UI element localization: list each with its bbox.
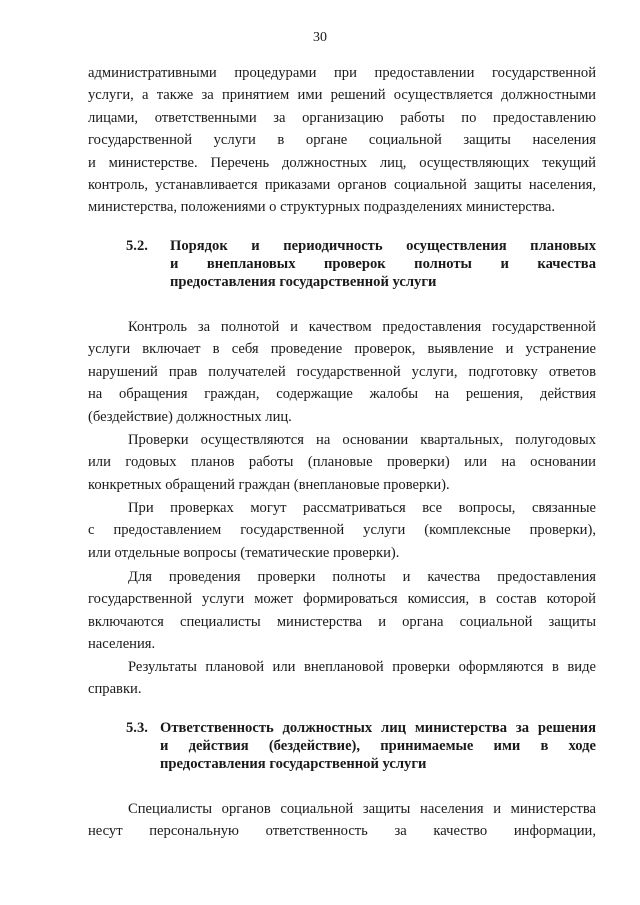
text-line: на обращения граждан, содержащие жалобы на решения, действия — [88, 386, 596, 403]
text-line: и министерстве. Перечень должностных лиц, осуществляющих текущий — [88, 154, 596, 171]
text-line: лицами, ответственными за организацию работы по предоставлению — [88, 109, 596, 126]
heading-line: и действия (бездействие), принимаемые ими в ходе — [160, 737, 596, 754]
text-line: Контроль за полнотой и качеством предоставления государственной — [128, 319, 596, 335]
text-line: Проверки осуществляются на основании квартальных, полугодовых — [128, 432, 596, 448]
text-line: с предоставлением государственной услуги (комплексные проверки), — [88, 522, 596, 539]
text-line: министерства, положениями о структурных подразделениях министерства. — [88, 199, 556, 216]
text-line: контроль, устанавливается приказами органов социальной защиты населения, — [88, 177, 596, 194]
text-line: или годовых планов работы (плановые проверки) или на основании — [88, 454, 596, 471]
section-heading-5-2 — [88, 238, 596, 294]
text-line: или отдельные вопросы (тематические проверки). — [88, 544, 400, 561]
text-line: административными процедурами при предоставлении государственной — [88, 65, 596, 81]
heading-line: предоставления государственной услуги — [160, 755, 427, 772]
paragraph-2 — [88, 429, 596, 496]
heading-line: Порядок и периодичность осуществления плановых — [170, 238, 596, 254]
section-number: 5.3. — [126, 720, 148, 736]
text-line: несут персональную ответственность за качество информации, — [88, 823, 596, 840]
section-heading-5-3 — [88, 720, 596, 776]
text-line: услуги, а также за принятием ими решений осуществляется должностными — [88, 87, 596, 104]
heading-line: и внеплановых проверок полноты и качества — [170, 255, 596, 272]
text-line: При проверках могут рассматриваться все вопросы, связанные — [128, 500, 596, 516]
paragraph-6 — [88, 798, 596, 843]
text-line: государственной услуги в органе социальной защиты населения — [88, 132, 596, 149]
text-line: (бездействие) должностных лиц. — [88, 408, 292, 425]
text-line: Для проведения проверки полноты и качества предоставления — [128, 569, 596, 585]
text-line: нарушений прав получателей государственной услуги, подготовку ответов — [88, 363, 596, 380]
paragraph-5 — [88, 656, 596, 701]
heading-line: предоставления государственной услуги — [170, 273, 437, 290]
heading-line: Ответственность должностных лиц министерства за решения — [160, 720, 596, 736]
page-number: 30 — [313, 30, 327, 45]
text-line: населения. — [88, 636, 156, 653]
text-line: Специалисты органов социальной защиты населения и министерства — [128, 801, 596, 817]
text-line: конкретных обращений граждан (внеплановые проверки). — [88, 476, 450, 493]
section-number: 5.2. — [126, 238, 148, 254]
text-line: услуги включает в себя проведение проверок, выявление и устранение — [88, 341, 596, 358]
text-line: справки. — [88, 681, 142, 698]
paragraph-3 — [88, 497, 596, 564]
paragraph-top — [88, 62, 596, 219]
paragraph-4 — [88, 566, 596, 656]
text-line: включаются специалисты министерства и органа социальной защиты — [88, 613, 596, 630]
text-line: Результаты плановой или внеплановой проверки оформляются в виде — [128, 659, 596, 675]
text-line: государственной услуги может формироваться комиссия, в состав которой — [88, 591, 596, 608]
paragraph-1 — [88, 316, 596, 428]
